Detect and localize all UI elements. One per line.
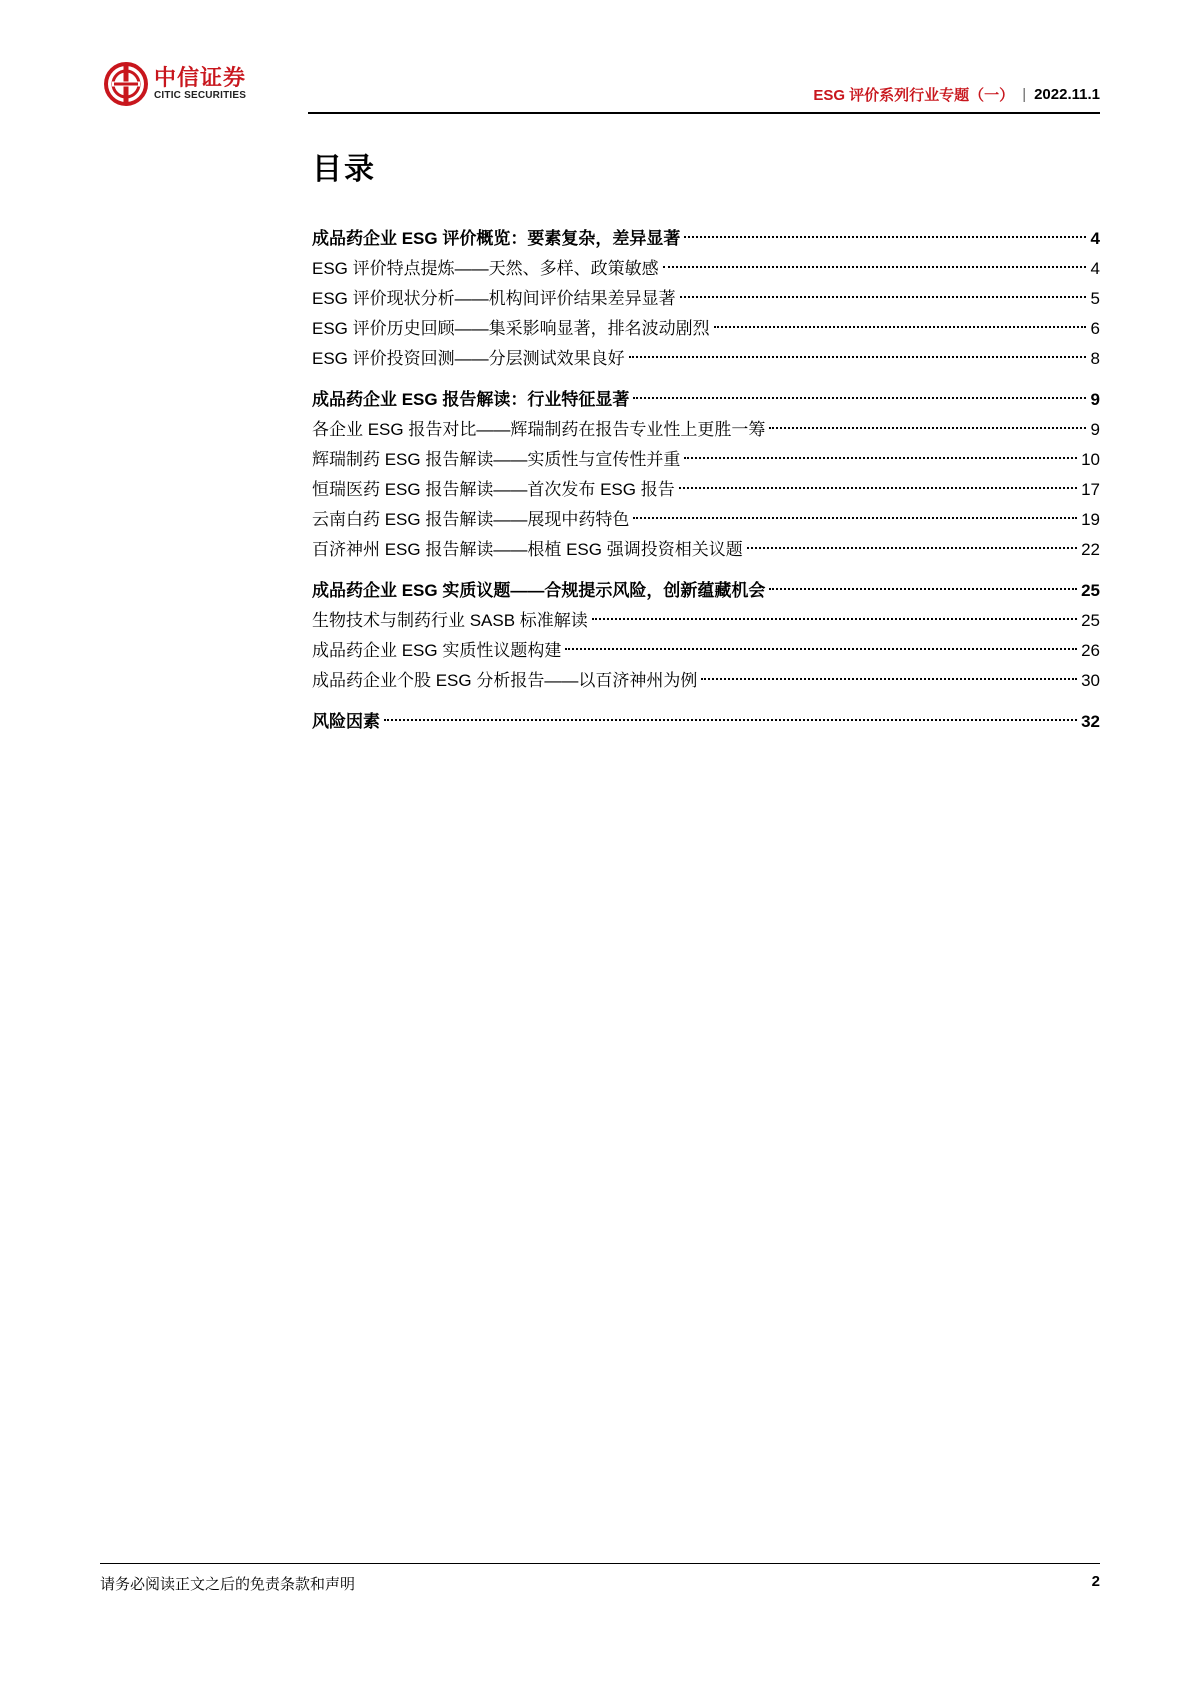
toc-entry-level2[interactable] (312, 535, 1100, 565)
footer-divider (100, 1563, 1100, 1564)
toc-entry-page: 25 (1081, 611, 1100, 630)
footer-disclaimer: 请务必阅读正文之后的免责条款和声明 (100, 1576, 356, 1593)
footer-page-number: 2 (1091, 1573, 1100, 1590)
report-header (813, 84, 1100, 105)
dot-leader (684, 236, 1086, 238)
toc-entry-page: 4 (1090, 229, 1100, 248)
toc-entry-level2[interactable] (312, 254, 1100, 284)
toc-entry-title: 生物技术与制药行业 SASB 标准解读 (312, 611, 588, 630)
dot-leader (565, 648, 1077, 650)
header-divider (308, 112, 1100, 114)
toc-entry-title: ESG 评价特点提炼——天然、多样、政策敏感 (312, 259, 659, 278)
toc-entry-level2[interactable] (312, 505, 1100, 535)
toc-entry-level1[interactable] (312, 385, 1100, 415)
toc-entry-title: ESG 评价投资回测——分层测试效果良好 (312, 349, 625, 368)
toc-entry-level2[interactable] (312, 314, 1100, 344)
toc-entry-title: 成品药企业个股 ESG 分析报告——以百济神州为例 (312, 671, 698, 690)
toc-entry-level2[interactable] (312, 636, 1100, 666)
citic-logo-icon (104, 62, 148, 106)
toc-entry-level2[interactable] (312, 344, 1100, 374)
toc-entry-page: 8 (1090, 349, 1100, 368)
toc-entry-page: 9 (1090, 420, 1100, 439)
report-series-title: ESG 评价系列行业专题（一） (813, 87, 1015, 104)
toc-section (312, 707, 1100, 737)
toc-entry-title: 风险因素 (312, 712, 380, 731)
table-of-contents (312, 224, 1100, 748)
toc-entry-title: 云南白药 ESG 报告解读——展现中药特色 (312, 510, 630, 529)
toc-section (312, 576, 1100, 696)
toc-entry-page: 10 (1081, 450, 1100, 469)
toc-entry-page: 26 (1081, 641, 1100, 660)
dot-leader (384, 719, 1077, 721)
dot-leader (629, 356, 1086, 358)
toc-entry-page: 4 (1090, 259, 1100, 278)
header-separator: | (1022, 86, 1027, 103)
toc-entry-title: 成品药企业 ESG 实质议题——合规提示风险，创新蕴藏机会 (312, 581, 766, 600)
dot-leader (769, 427, 1086, 429)
toc-entry-level2[interactable] (312, 415, 1100, 445)
toc-entry-page: 9 (1090, 390, 1100, 409)
logo-chinese-name: 中信证券 (154, 65, 247, 90)
dot-leader (680, 296, 1086, 298)
dot-leader (633, 517, 1077, 519)
toc-entry-level1[interactable] (312, 707, 1100, 737)
toc-entry-level2[interactable] (312, 666, 1100, 696)
toc-entry-page: 25 (1081, 581, 1100, 600)
toc-entry-level2[interactable] (312, 606, 1100, 636)
company-logo (104, 62, 246, 106)
toc-entry-title: 辉瑞制药 ESG 报告解读——实质性与宣传性并重 (312, 450, 681, 469)
toc-entry-level2[interactable] (312, 475, 1100, 505)
toc-entry-title: 百济神州 ESG 报告解读——根植 ESG 强调投资相关议题 (312, 540, 743, 559)
dot-leader (714, 326, 1086, 328)
toc-entry-page: 32 (1081, 712, 1100, 731)
toc-entry-level1[interactable] (312, 576, 1100, 606)
toc-entry-page: 22 (1081, 540, 1100, 559)
dot-leader (684, 457, 1077, 459)
dot-leader (633, 397, 1086, 399)
dot-leader (663, 266, 1086, 268)
toc-entry-title: 成品药企业 ESG 评价概览：要素复杂，差异显著 (312, 229, 681, 248)
toc-entry-page: 6 (1090, 319, 1100, 338)
toc-entry-title: 恒瑞医药 ESG 报告解读——首次发布 ESG 报告 (312, 480, 675, 499)
toc-entry-level1[interactable] (312, 224, 1100, 254)
dot-leader (592, 618, 1077, 620)
dot-leader (679, 487, 1077, 489)
logo-english-name: CITIC SECURITIES (154, 90, 247, 101)
toc-heading: 目录 (312, 153, 376, 186)
toc-entry-title: 各企业 ESG 报告对比——辉瑞制药在报告专业性上更胜一筹 (312, 420, 766, 439)
toc-section (312, 385, 1100, 565)
dot-leader (747, 547, 1077, 549)
toc-entry-page: 19 (1081, 510, 1100, 529)
toc-entry-title: 成品药企业 ESG 报告解读：行业特征显著 (312, 390, 630, 409)
dot-leader (701, 678, 1077, 680)
toc-entry-title: ESG 评价历史回顾——集采影响显著，排名波动剧烈 (312, 319, 710, 338)
toc-entry-page: 17 (1081, 480, 1100, 499)
dot-leader (769, 588, 1077, 590)
toc-entry-level2[interactable] (312, 284, 1100, 314)
toc-entry-level2[interactable] (312, 445, 1100, 475)
toc-entry-page: 30 (1081, 671, 1100, 690)
toc-entry-title: 成品药企业 ESG 实质性议题构建 (312, 641, 562, 660)
toc-entry-page: 5 (1090, 289, 1100, 308)
report-date: 2022.11.1 (1034, 86, 1100, 103)
toc-entry-title: ESG 评价现状分析——机构间评价结果差异显著 (312, 289, 676, 308)
toc-section (312, 224, 1100, 374)
